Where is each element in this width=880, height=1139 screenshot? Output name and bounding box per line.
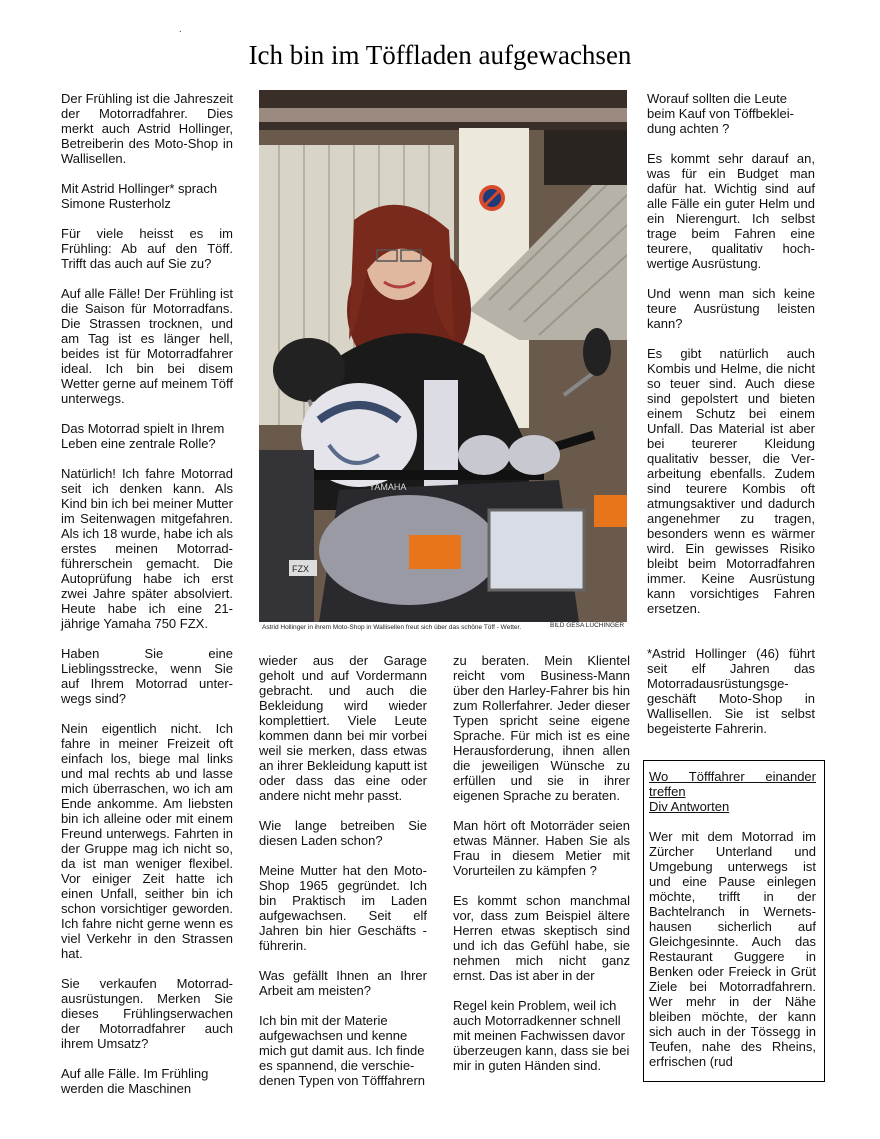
info-box-subheading: Div Antworten	[649, 799, 730, 814]
paragraph: Ich bin mit der Materie aufgewachsen und kenne mich gut damit aus. Ich finde es spannend, die verschie-denen Typen von Töfffahrern	[259, 1013, 426, 1088]
photo-credit: BILD GESA LÜCHINGER	[550, 622, 625, 629]
paragraph: Das Motorrad spielt in Ihrem Leben eine zentrale Rolle?	[61, 421, 225, 451]
bike-brand-label: YAMAHA	[369, 482, 407, 492]
paragraph: Es kommt schon manchmal vor, dass zum Beispiel ältere Herren etwas skeptisch sind und ich das Gefühl habe, sie nehmen mich nicht ganz ernst. Das ist aber in der	[453, 893, 630, 983]
paragraph: Es gibt natürlich auch Kombis und Helme, die nicht so teuer sind. Auch diese sind gepolstert und bieten einem Schutz bei einem Unfall. Das Material ist aber bei teurerer Kleidung qualitativ besser, die Ver-arbeitung ebenfalls. Zudem sind teurere Kombis oft atmungsaktiver und dadurch angenehmer zu tragen, besonders wenn es wärmer wird. Ein gewisses Risiko bleibt beim Motorradfahren immer. Keine Ausrüstung kann vorsichtiges Fahren ersetzen.	[647, 346, 815, 616]
info-box-content	[644, 761, 824, 1069]
paragraph: Worauf sollten die Leute beim Kauf von Töffbeklei-dung achten ?	[647, 91, 794, 136]
article-column-3	[453, 653, 630, 1088]
info-box-heading: Wo Töfffahrer einander treffen	[649, 769, 816, 799]
paragraph: Wie lange betreiben Sie diesen Laden schon?	[259, 818, 427, 848]
paragraph: wieder aus der Garage geholt und auf Vordermann gebracht. und auch die Bekleidung wird wieder komplettiert. Viele Leute kommen dann bei mir vorbei weil sie merken, dass etwas an ihrer Bekleidung kaputt ist oder dass das eine oder andere nicht mehr passt.	[259, 653, 427, 803]
article-photo	[259, 90, 627, 622]
page-title: Ich bin im Töffladen aufgewachsen	[248, 40, 632, 70]
motorcycle-photo-illustration	[259, 90, 627, 622]
paragraph: Auf alle Fälle. Im Frühling werden die Maschinen	[61, 1066, 209, 1096]
paragraph: Sie verkaufen Motorrad-ausrüstungen. Merken Sie dieses Frühlingserwachen der Motorradfahrer auch ihrem Umsatz?	[61, 976, 233, 1051]
paragraph: Haben Sie eine Lieblingsstrecke, wenn Sie auf Ihrem Motorrad unter-wegs sind?	[61, 646, 233, 706]
info-box-text: Wer mit dem Motorrad im Zürcher Unterland und Umgebung unterwegs ist und eine Pause einlegen möchte, trifft in der Bachtelranch in Wernets-hausen sicherlich auf Gleichgesinnte. Auch das Restaurant Guggere in Benken oder Freieck in Grüt Ziele bei Motorradfahrern. Wer mehr in der Nähe bleiben möchte, der kann sich auch in der Tössegg in Teufen, nahe des Rheins, erfrischen (rud	[649, 829, 816, 1069]
paragraph: Regel kein Problem, weil ich auch Motorradkenner schnell mit meinen Fachwissen davor überzeugen kann, dass sie bei mir in guten Händen sind.	[453, 998, 630, 1073]
paragraph: zu beraten. Mein Klientel reicht vom Business-Mann über den Harley-Fahrer bis hin zum Rollerfahrer. Jeder dieser Typen spricht seine eigene Sprache. Für mich ist es eine Herausforderung, ihnen allen die jeweiligen Wünsche zu erfüllen und sie in ihrer eigenen Sprache zu beraten.	[453, 653, 630, 803]
paragraph: Auf alle Fälle! Der Frühling ist die Saison für Motorradfans. Die Strassen trocknen, und am Tag ist es länger hell, beides ist für Motorradfahrer ideal. Ich bin bei disem Wetter gerne auf meinem Töff unterwegs.	[61, 286, 233, 406]
bike-badge-label: FZX	[292, 564, 309, 574]
paragraph: Meine Mutter hat den Moto-Shop 1965 gegründet. Ich bin Praktisch im Laden aufgewachsen. Seit elf Jahren bin hier Geschäfts -führerin.	[259, 863, 427, 953]
stray-dot: .	[179, 24, 182, 34]
paragraph: Man hört oft Motorräder seien etwas Männer. Haben Sie als Frau in diesem Metier mit Vorurteilen zu kämpfen ?	[453, 818, 630, 878]
paragraph: Und wenn man sich keine teure Ausrüstung leisten kann?	[647, 286, 815, 331]
paragraph: Mit Astrid Hollinger* sprach Simone Rusterholz	[61, 181, 218, 211]
paragraph: Natürlich! Ich fahre Motorrad seit ich denken kann. Als Kind bin ich bei meiner Mutter im Seitenwagen mitgefahren. Als ich 18 wurde, habe ich als erstes meinen Motorrad-führerschein gemacht. Die Autoprüfung habe ich erst zwei Jahre später absolviert. Heute habe ich eine 21-jährige Yamaha 750 FZX.	[61, 466, 233, 631]
article-column-1	[61, 91, 233, 1111]
paragraph: Nein eigentlich nicht. Ich fahre in meiner Freizeit oft einfach los, biege mal links und mal rechts ab und lasse mich überraschen, wo ich am Ende ankomme. Am liebsten bin ich alleine oder mit einem Freund unterwegs. Fahrten in der Gruppe mag ich nicht so, da ist man weniger flexibel. Vor einiger Zeit hatte ich einen Unfall, seither bin ich schon vorsichtiger geworden. Ich fahre nicht gerne wenn es viel Verkehr in den Strassen hat.	[61, 721, 233, 961]
article-column-2	[259, 653, 427, 1103]
info-box	[643, 760, 825, 1082]
paragraph: Es kommt sehr darauf an, was für ein Budget man dafür hat. Wichtig sind auf alle Fälle ein guter Helm und ein Nierengurt. Ich selbst trage beim Fahren eine teurere, qualitativ hoch-wertige Ausrüstung.	[647, 151, 815, 271]
photo-caption: Astrid Hollinger in ihrem Moto-Shop in Wallisellen freut sich über das schöne Töff - Wetter.	[262, 624, 522, 631]
paragraph: Der Frühling ist die Jahreszeit der Motorradfahrer. Dies merkt auch Astrid Hollinger, Betreiberin des Moto-Shop in Wallisellen.	[61, 91, 233, 166]
paragraph: Für viele heisst es im Frühling: Ab auf den Töff. Trifft das auch auf Sie zu?	[61, 226, 233, 271]
paragraph: Was gefällt Ihnen an Ihrer Arbeit am meisten?	[259, 968, 427, 998]
author-footnote: *Astrid Hollinger (46) führt seit elf Jahren das Motorradausrüstungsge-geschäft Moto-Shop in Wallisellen. Sie ist selbst begeisterte Fahrerin.	[647, 646, 815, 736]
article-column-4	[647, 91, 815, 751]
